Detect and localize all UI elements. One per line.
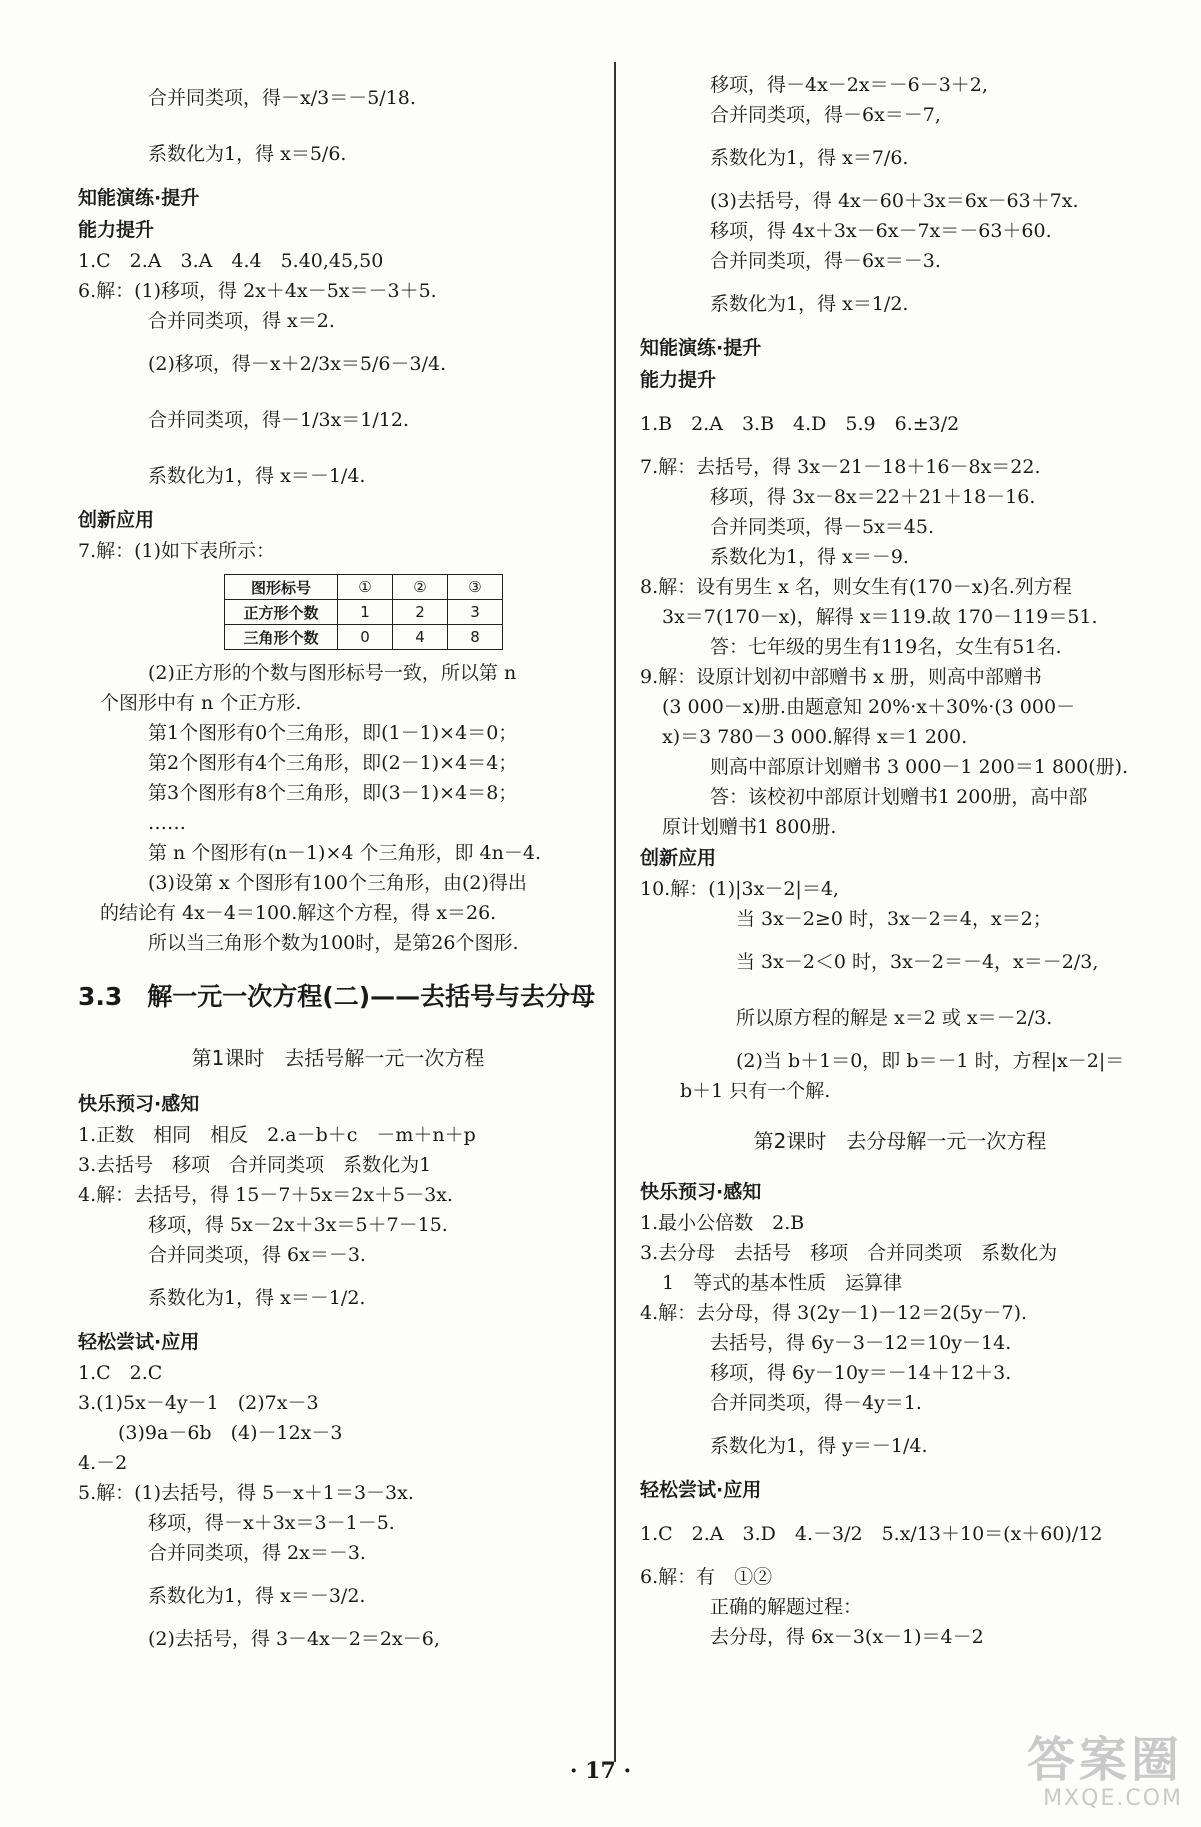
- text-line: 所以原方程的解是 x＝2 或 x＝－2/3.: [736, 1007, 1053, 1029]
- lesson-title: 第2课时 去分母解一元一次方程: [753, 1129, 1047, 1153]
- text-line: 1.C 2.A 3.A 4.4 5.40,45,50: [78, 250, 384, 272]
- text-line: 合并同类项，得 2x＝－3.: [148, 1542, 366, 1564]
- right-column: [640, 70, 1160, 1652]
- text-line: 合并同类项，得－5x＝45.: [710, 516, 935, 538]
- text-line: 第 n 个图形有(n－1)×4 个三角形，即 4n－4.: [148, 842, 542, 864]
- text-line: 1.B 2.A 3.B 4.D 5.9 6.±3/2: [640, 413, 960, 435]
- text-line: (2)当 b＋1＝0，即 b＝－1 时，方程|x－2|＝: [736, 1050, 1125, 1072]
- text-line: (3)去括号，得 4x－60＋3x＝6x－63＋7x.: [710, 190, 1079, 212]
- chapter-title: 3.3 解一元一次方程(二)——去括号与去分母: [78, 982, 596, 1011]
- text-line: 个图形中有 n 个正方形.: [100, 692, 302, 714]
- text-line: 7.解：去括号，得 3x－21－18＋16－8x＝22.: [640, 456, 1041, 478]
- section-heading: 快乐预习·感知: [78, 1093, 200, 1115]
- watermark-logo: [1027, 1734, 1183, 1811]
- text-line: 去括号，得 6y－3－12＝10y－14.: [710, 1332, 1012, 1354]
- text-line: 系数化为1，得 x＝－1/4.: [148, 465, 366, 487]
- section-heading: 能力提升: [640, 369, 717, 391]
- column-divider: [614, 62, 616, 1762]
- text-line: 则高中部原计划赠书 3 000－1 200＝1 800(册).: [710, 756, 1129, 778]
- text-line: 移项，得 4x＋3x－6x－7x＝－63＋60.: [710, 220, 1052, 242]
- text-line: (3 000－x)册.由题意知 20%·x＋30%·(3 000－: [662, 696, 1076, 718]
- text-line: (3)设第 x 个图形有100个三角形，由(2)得出: [148, 872, 527, 894]
- lesson-title: 第1课时 去括号解一元一次方程: [191, 1046, 485, 1070]
- text-line: 系数化为1，得 x＝5/6.: [148, 143, 347, 165]
- text-line: 所以当三角形个数为100时，是第26个图形.: [148, 932, 519, 954]
- text-line: 的结论有 4x－4＝100.解这个方程，得 x＝26.: [100, 902, 497, 924]
- text-line: 移项，得 5x－2x＋3x＝5＋7－15.: [148, 1214, 448, 1236]
- text-line: 8.解：设有男生 x 名，则女生有(170－x)名.列方程: [640, 576, 1072, 598]
- watermark-url: MXQE.COM: [1043, 1786, 1183, 1811]
- text-line: 6.解：有 ①②: [640, 1566, 773, 1588]
- text-line: 3.去分母 去括号 移项 合并同类项 系数化为: [640, 1242, 1058, 1264]
- text-line: 当 3x－2≥0 时，3x－2＝4，x＝2；: [736, 908, 1052, 930]
- table-cell: 三角形个数: [225, 625, 338, 650]
- text-line: ……: [148, 812, 186, 834]
- table-cell: 0: [338, 625, 393, 650]
- text-line: 5.解：(1)去括号，得 5－x＋1＝3－3x.: [78, 1482, 414, 1504]
- table-cell: 正方形个数: [225, 600, 338, 625]
- table-cell: 2: [393, 600, 448, 625]
- section-heading: 知能演练·提升: [78, 187, 200, 209]
- text-line: 原计划赠书1 800册.: [662, 816, 837, 838]
- text-line: 移项，得－x＋3x＝3－1－5.: [148, 1512, 395, 1534]
- table-cell: 8: [448, 625, 503, 650]
- text-line: 1.C 2.A 3.D 4.－3/2 5.x/13＋10＝(x＋60)/12: [640, 1523, 1103, 1545]
- table-cell: 4: [393, 625, 448, 650]
- text-line: 10.解：(1)|3x－2|＝4,: [640, 878, 839, 900]
- section-heading: 创新应用: [640, 847, 717, 869]
- text-line: 3.去括号 移项 合并同类项 系数化为1: [78, 1154, 432, 1176]
- text-line: (2)去括号，得 3－4x－2＝2x－6,: [148, 1628, 440, 1650]
- text-line: x)＝3 780－3 000.解得 x＝1 200.: [662, 726, 968, 748]
- text-line: 系数化为1，得 x＝－1/2.: [148, 1287, 366, 1309]
- text-line: 合并同类项，得 6x＝－3.: [148, 1244, 366, 1266]
- section-heading: 快乐预习·感知: [640, 1181, 762, 1203]
- text-line: 移项，得－4x－2x＝－6－3＋2,: [710, 74, 988, 96]
- text-line: 7.解：(1)如下表所示：: [78, 540, 276, 562]
- text-line: 1.正数 相同 相反 2.a－b＋c －m＋n＋p: [78, 1124, 476, 1146]
- table-cell: 3: [448, 600, 503, 625]
- section-heading: 轻松尝试·应用: [78, 1331, 200, 1353]
- text-line: 系数化为1，得 x＝7/6.: [710, 147, 909, 169]
- text-line: (2)正方形的个数与图形标号一致，所以第 n: [148, 662, 517, 684]
- section-heading: 知能演练·提升: [640, 337, 762, 359]
- text-line: 4.解：去分母，得 3(2y－1)－12＝2(5y－7).: [640, 1302, 1028, 1324]
- table-row: [225, 625, 503, 650]
- section-heading: 能力提升: [78, 219, 155, 241]
- text-line: 合并同类项，得－1/3x＝1/12.: [148, 409, 410, 431]
- table-cell: ①: [338, 575, 393, 600]
- text-line: 合并同类项，得 x＝2.: [148, 310, 335, 332]
- text-line: 第2个图形有4个三角形，即(2－1)×4＝4；: [148, 752, 518, 774]
- text-line: 移项，得 6y－10y＝－14＋12＋3.: [710, 1362, 1012, 1384]
- table-row: [225, 575, 503, 600]
- text-line: 4.解：去括号，得 15－7＋5x＝2x＋5－3x.: [78, 1184, 453, 1206]
- table-row: [225, 600, 503, 625]
- text-line: 4.－2: [78, 1452, 128, 1474]
- text-line: 系数化为1，得 x＝－3/2.: [148, 1585, 366, 1607]
- section-heading: 轻松尝试·应用: [640, 1479, 762, 1501]
- text-line: 系数化为1，得 y＝－1/4.: [710, 1435, 928, 1457]
- text-line: 第1个图形有0个三角形，即(1－1)×4＝0；: [148, 722, 518, 744]
- text-line: 合并同类项，得－6x＝－3.: [710, 250, 941, 272]
- text-line: 去分母，得 6x－3(x－1)＝4－2: [710, 1626, 984, 1648]
- text-line: 1 等式的基本性质 运算律: [662, 1272, 903, 1294]
- text-line: (3)9a－6b (4)－12x－3: [118, 1422, 343, 1444]
- text-line: 正确的解题过程：: [710, 1596, 863, 1618]
- text-line: 1.最小公倍数 2.B: [640, 1212, 805, 1234]
- text-line: 系数化为1，得 x＝1/2.: [710, 293, 909, 315]
- table-cell: ③: [448, 575, 503, 600]
- text-line: 1.C 2.C: [78, 1362, 163, 1384]
- table-cell: 图形标号: [225, 575, 338, 600]
- text-line: 3x＝7(170－x)，解得 x＝119.故 170－119＝51.: [662, 606, 1098, 628]
- page-number: · 17 ·: [569, 1758, 632, 1784]
- text-line: 移项，得 3x－8x＝22＋21＋18－16.: [710, 486, 1036, 508]
- text-line: 合并同类项，得－4y＝1.: [710, 1392, 922, 1414]
- text-line: 答：七年级的男生有119名，女生有51名.: [710, 636, 1062, 658]
- text-line: 6.解：(1)移项，得 2x＋4x－5x＝－3＋5.: [78, 280, 437, 302]
- text-line: 系数化为1，得 x＝－9.: [710, 546, 909, 568]
- text-line: 合并同类项，得－6x＝－7,: [710, 104, 941, 126]
- text-line: 第3个图形有8个三角形，即(3－1)×4＝8；: [148, 782, 518, 804]
- text-line: 合并同类项，得－x/3＝－5/18.: [148, 87, 416, 109]
- text-line: 9.解：设原计划初中部赠书 x 册，则高中部赠书: [640, 666, 1042, 688]
- table-cell: ②: [393, 575, 448, 600]
- section-heading: 创新应用: [78, 509, 155, 531]
- watermark-text: 答案圈: [1026, 1732, 1183, 1788]
- text-line: 当 3x－2＜0 时，3x－2＝－4，x＝－2/3,: [736, 951, 1099, 973]
- left-column: [78, 70, 598, 1654]
- table-cell: 1: [338, 600, 393, 625]
- figure-count-table: [224, 574, 503, 650]
- text-line: b＋1 只有一个解.: [680, 1080, 831, 1102]
- text-line: (2)移项，得－x＋2/3x＝5/6－3/4.: [148, 353, 447, 375]
- text-line: 答：该校初中部原计划赠书1 200册，高中部: [710, 786, 1088, 808]
- text-line: 3.(1)5x－4y－1 (2)7x－3: [78, 1392, 319, 1414]
